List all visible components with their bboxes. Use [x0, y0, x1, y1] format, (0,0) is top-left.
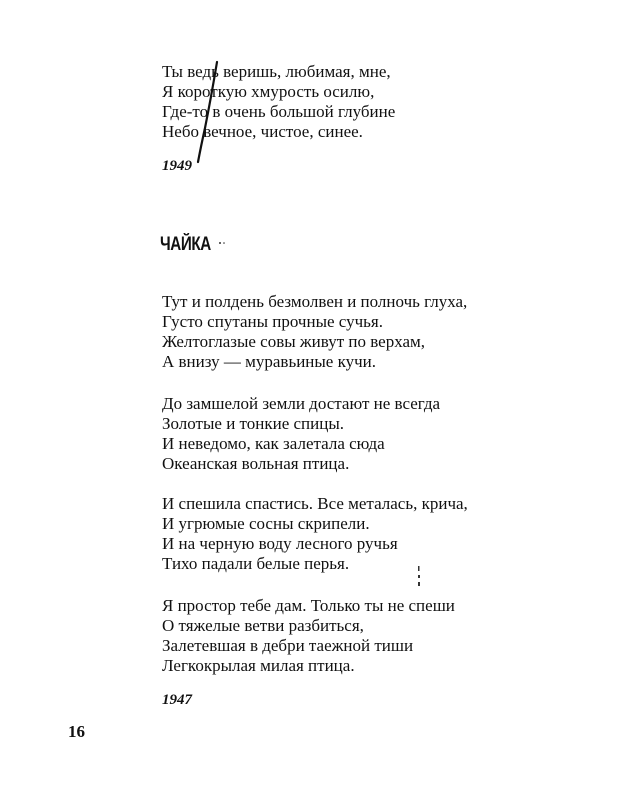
poem-line: Где-то в очень большой глубине	[162, 102, 396, 121]
poem2-stanza-3	[162, 494, 468, 574]
poem-line: Океанская вольная птица.	[162, 454, 350, 473]
poem1-date: 1949	[162, 158, 192, 174]
poem2-stanza-4	[162, 596, 455, 676]
poem2-stanza-1	[162, 292, 467, 372]
poem-title: ЧАЙКА	[160, 234, 211, 255]
poem-line: Ты ведь веришь, любимая, мне,	[162, 62, 391, 81]
pen-stroke-mark	[195, 58, 225, 168]
poem-line: О тяжелые ветви разбиться,	[162, 616, 364, 635]
print-speck	[416, 566, 422, 590]
page-number: 16	[68, 722, 85, 741]
poem-line: Густо спутаны прочные сучья.	[162, 312, 383, 331]
poem-line: Я короткую хмурость осилю,	[162, 82, 375, 101]
poem-line: Небо вечное, чистое, синее.	[162, 122, 363, 141]
poem-line: Золотые и тонкие спицы.	[162, 414, 345, 433]
print-speck	[218, 240, 228, 246]
poem-line: До замшелой земли достают не всегда	[162, 394, 441, 413]
poem-line: И неведомо, как залетала сюда	[162, 434, 385, 453]
poem-line: И спешила спастись. Все металась, крича,	[162, 494, 468, 513]
poem2-stanza-2	[162, 394, 440, 474]
poem-line: И на черную воду лесного ручья	[162, 534, 398, 553]
poem-line: Легкокрылая милая птица.	[162, 656, 355, 675]
poem-line: А внизу — муравьиные кучи.	[162, 352, 377, 371]
poem-line: Желтоглазые совы живут по верхам,	[162, 332, 426, 351]
poem2-date: 1947	[162, 692, 192, 708]
poem-line: Тут и полдень безмолвен и полночь глуха,	[162, 292, 468, 311]
poem-line: Залетевшая в дебри таежной тиши	[162, 636, 414, 655]
poem-line: Тихо падали белые перья.	[162, 554, 350, 573]
poem-line: И угрюмые сосны скрипели.	[162, 514, 370, 533]
poem-line: Я простор тебе дам. Только ты не спеши	[162, 596, 455, 615]
